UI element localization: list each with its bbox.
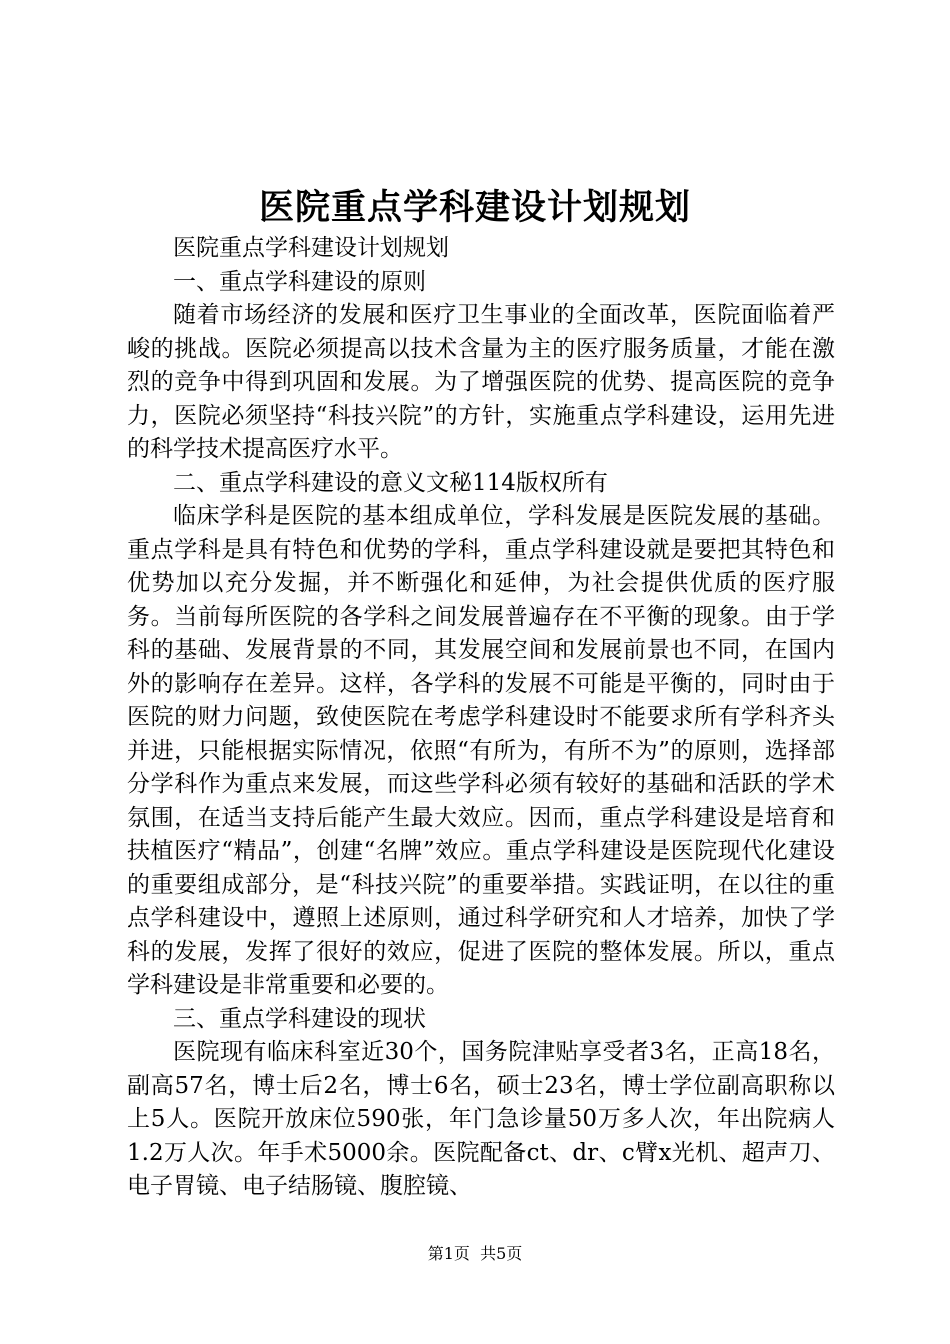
footer-separator <box>470 1244 480 1263</box>
page-footer <box>0 1244 950 1264</box>
section-heading-significance: 二、重点学科建设的意义文秘114版权所有 <box>173 469 608 496</box>
section-heading-principles: 一、重点学科建设的原则 <box>173 268 426 295</box>
paragraph-subtitle: 医院重点学科建设计划规划 <box>173 235 449 261</box>
paragraph-status: 医院现有临床科室近30个，国务院津贴享受者3名，正高18名，副高57名，博士后2名，博士6名，硕士23名，博士学位副高职称以上5人。医院开放床位590张，年门急诊量50万多人次，年出院病人1.2万人次。年手术5000余。医院配备ct、dr、c臂x光机、超声刀、电子胃镜、电子结肠镜、腹腔镜、 <box>127 1039 835 1199</box>
document-title: 医院重点学科建设计划规划 <box>258 187 691 228</box>
paragraph-significance: 临床学科是医院的基本组成单位，学科发展是医院发展的基础。重点学科是具有特色和优势的学科，重点学科建设就是要把其特色和优势加以充分发掘，并不断强化和延伸，为社会提供优质的医疗服务。当前每所医院的各学科之间发展普遍存在不平衡的现象。由于学科的基础、发展背景的不同，其发展空间和发展前景也不同，在国内外的影响存在差异。这样，各学科的发展不可能是平衡的，同时由于医院的财力问题，致使医院在考虑学科建设时不能要求所有学科齐头并进，只能根据实际情况，依照“有所为，有所不为”的原则，选择部分学科作为重点来发展，而这些学科必须有较好的基础和活跃的学术氛围，在适当支持后能产生最大效应。因而，重点学科建设是培育和扶植医疗“精品”，创建“名牌”效应。重点学科建设是医院现代化建设的重要组成部分，是“科技兴院”的重要举措。实践证明，在以往的重点学科建设中，遵照上述原则，通过科学研究和人才培养，加快了学科的发展，发挥了很好的效应，促进了医院的整体发展。所以，重点学科建设是非常重要和必要的。 <box>127 503 835 998</box>
page-total: 共5页 <box>480 1244 523 1263</box>
page-number: 第1页 <box>427 1244 470 1263</box>
paragraph-principles: 随着市场经济的发展和医疗卫生事业的全面改革，医院面临着严峻的挑战。医院必须提高以技术含量为主的医疗服务质量，才能在激烈的竞争中得到巩固和发展。为了增强医院的优势、提高医院的竞争力，医院必须坚持“科技兴院”的方针，实施重点学科建设，运用先进的科学技术提高医疗水平。 <box>127 302 835 462</box>
section-heading-status: 三、重点学科建设的现状 <box>173 1005 426 1032</box>
document-body <box>127 232 835 1204</box>
